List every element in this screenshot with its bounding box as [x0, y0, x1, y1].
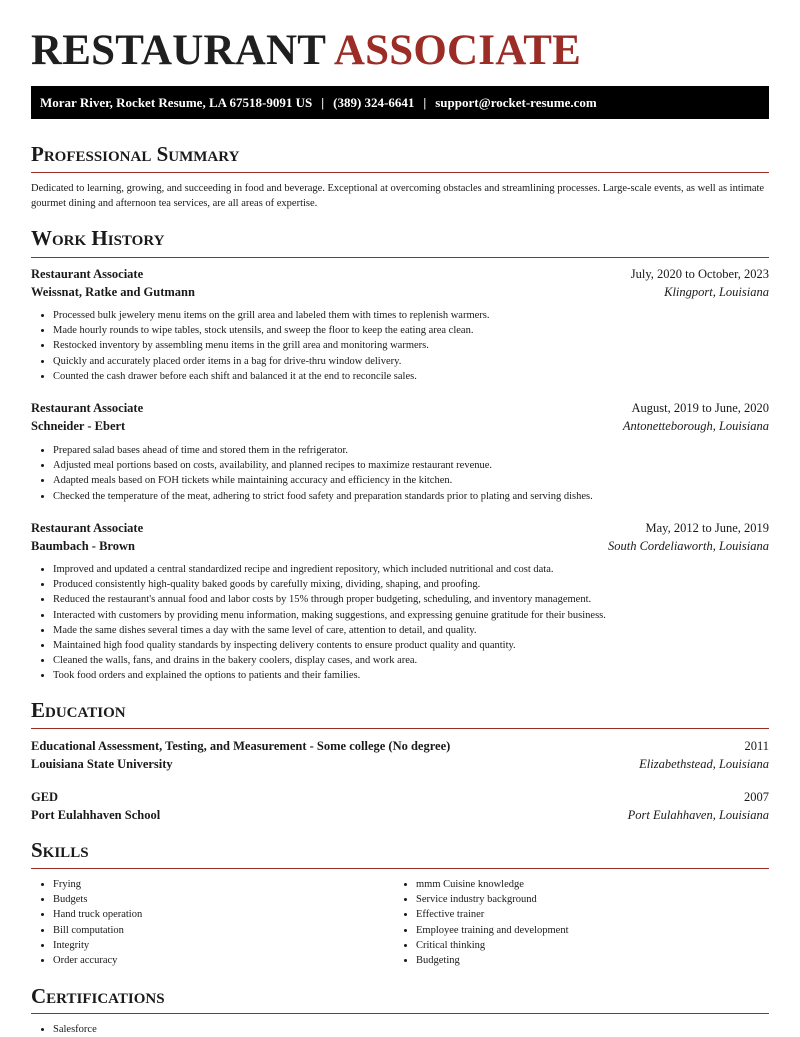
education-school: Louisiana State University: [31, 757, 173, 771]
education-degree: Educational Assessment, Testing, and Measurement - Some college (No degree): [31, 739, 451, 753]
job-bullets: [31, 443, 769, 504]
section-title-summary: Professional Summary: [31, 142, 240, 166]
title-first-word: RESTAURANT: [31, 27, 326, 74]
education-location: Port Eulahhaven, Louisiana: [627, 808, 769, 822]
job-bullet: • Adapted meals based on FOH tickets while maintaining accuracy and efficiency in the kitchen.: [53, 473, 769, 488]
skill-item: • Hand truck operation: [53, 907, 393, 922]
job-bullet: • Improved and updated a central standardized recipe and ingredient repository, which included nutritional and cost data.: [53, 562, 769, 577]
job-role: Restaurant Associate: [31, 401, 144, 415]
section-divider: [31, 257, 769, 258]
skill-item: • Employee training and development: [416, 923, 769, 938]
job-bullet: • Produced consistently high-quality baked goods by carefully mixing, dividing, shaping, and proofing.: [53, 577, 769, 592]
job-company: Baumbach - Brown: [31, 539, 135, 553]
skill-item: • Effective trainer: [416, 907, 769, 922]
skill-item: • mmm Cuisine knowledge: [416, 877, 769, 892]
job-dates: May, 2012 to June, 2019: [645, 521, 769, 535]
job-bullet: • Interacted with customers by providing menu information, making suggestions, and expressing genuine gratitude for their business.: [53, 608, 769, 623]
skill-item: • Critical thinking: [416, 938, 769, 953]
contact-bar: [31, 86, 769, 119]
job-location: Klingport, Louisiana: [664, 285, 769, 299]
section-divider: [31, 172, 769, 173]
job-header: [31, 265, 769, 283]
job-bullet: • Took food orders and explained the options to patients and their families.: [53, 668, 769, 683]
job-subheader: [31, 417, 769, 435]
skills-list-left: [31, 877, 393, 968]
education-subheader: [31, 755, 769, 773]
skill-item: • Frying: [53, 877, 393, 892]
job-dates: August, 2019 to June, 2020: [631, 401, 769, 415]
job-location: Antonetteborough, Louisiana: [622, 419, 769, 433]
job-header: [31, 399, 769, 417]
job-bullet: • Made the same dishes several times a day with the same level of care, attention to detail, and quality.: [53, 623, 769, 638]
job-bullets: [31, 308, 769, 384]
education-header: [31, 737, 769, 755]
contact-address: Morar River, Rocket Resume, LA 67518-9091 US: [40, 95, 313, 110]
job-bullet: • Prepared salad bases ahead of time and stored them in the refrigerator.: [53, 443, 769, 458]
job-bullet: • Reduced the restaurant's annual food and labor costs by 15% through proper budgeting, scheduling, and inventory management.: [53, 592, 769, 607]
skill-item: • Service industry background: [416, 892, 769, 907]
job-bullet: • Quickly and accurately placed order items in a bag for drive-thru window delivery.: [53, 354, 769, 369]
skill-item: • Budgeting: [416, 953, 769, 968]
job-bullets: [31, 562, 769, 684]
section-title-certifications: Certifications: [31, 984, 165, 1008]
education-location: Elizabethstead, Louisiana: [639, 757, 769, 771]
section-divider: [31, 728, 769, 729]
job-role: Restaurant Associate: [31, 521, 144, 535]
certification-item: • Salesforce: [53, 1022, 769, 1037]
education-header: [31, 788, 769, 806]
contact-separator: |: [321, 95, 325, 110]
job-bullet: • Restocked inventory by assembling menu items in the grill area and monitoring warmers.: [53, 338, 769, 353]
contact-email[interactable]: support@rocket-resume.com: [435, 95, 597, 110]
job-location: South Cordeliaworth, Louisiana: [607, 539, 769, 553]
job-company: Schneider - Ebert: [31, 419, 126, 433]
job-subheader: [31, 537, 769, 555]
job-bullet: • Checked the temperature of the meat, adhering to strict food safety and preparation standards prior to plating and serving dishes.: [53, 489, 769, 504]
job-bullet: • Cleaned the walls, fans, and drains in the bakery coolers, display cases, and work area.: [53, 653, 769, 668]
job-bullet: • Made hourly rounds to wipe tables, stock utensils, and sweep the floor to keep the eating area clean.: [53, 323, 769, 338]
job-bullet: • Counted the cash drawer before each shift and balanced it at the end to reconcile sales.: [53, 369, 769, 384]
job-dates: July, 2020 to October, 2023: [630, 267, 769, 281]
section-divider: [31, 868, 769, 869]
job-company: Weissnat, Ratke and Gutmann: [31, 285, 195, 299]
skill-item: • Budgets: [53, 892, 393, 907]
section-title-work-history: Work History: [31, 226, 165, 250]
resume-title: [31, 26, 581, 76]
skill-item: • Integrity: [53, 938, 393, 953]
section-title-skills: Skills: [31, 838, 89, 862]
job-role: Restaurant Associate: [31, 267, 144, 281]
title-second-word: ASSOCIATE: [333, 27, 582, 74]
job-bullet: • Maintained high food quality standards by inspecting delivery contents to ensure product quality and quantity.: [53, 638, 769, 653]
section-title-education: Education: [31, 698, 126, 722]
education-school: Port Eulahhaven School: [31, 808, 161, 822]
education-year: 2007: [744, 790, 769, 804]
contact-phone[interactable]: (389) 324-6641: [333, 95, 415, 110]
education-degree: GED: [31, 790, 59, 804]
job-bullet: • Adjusted meal portions based on costs, availability, and planned recipes to maximize restaurant revenue.: [53, 458, 769, 473]
skills-list-right: [394, 877, 769, 968]
summary-text: Dedicated to learning, growing, and succeeding in food and beverage. Exceptional at overcoming obstacles and streamlining processes. Large-scale events, as well as intimate gourmet dining and afternoon tea services, are all areas of expertise.: [31, 183, 765, 209]
job-header: [31, 519, 769, 537]
section-divider: [31, 1013, 769, 1014]
education-year: 2011: [744, 739, 769, 753]
skill-item: • Order accuracy: [53, 953, 393, 968]
contact-separator: |: [423, 95, 427, 110]
skill-item: • Bill computation: [53, 923, 393, 938]
job-bullet: • Processed bulk jewelery menu items on the grill area and labeled them with times to replenish warmers.: [53, 308, 769, 323]
education-subheader: [31, 806, 769, 824]
job-subheader: [31, 283, 769, 301]
